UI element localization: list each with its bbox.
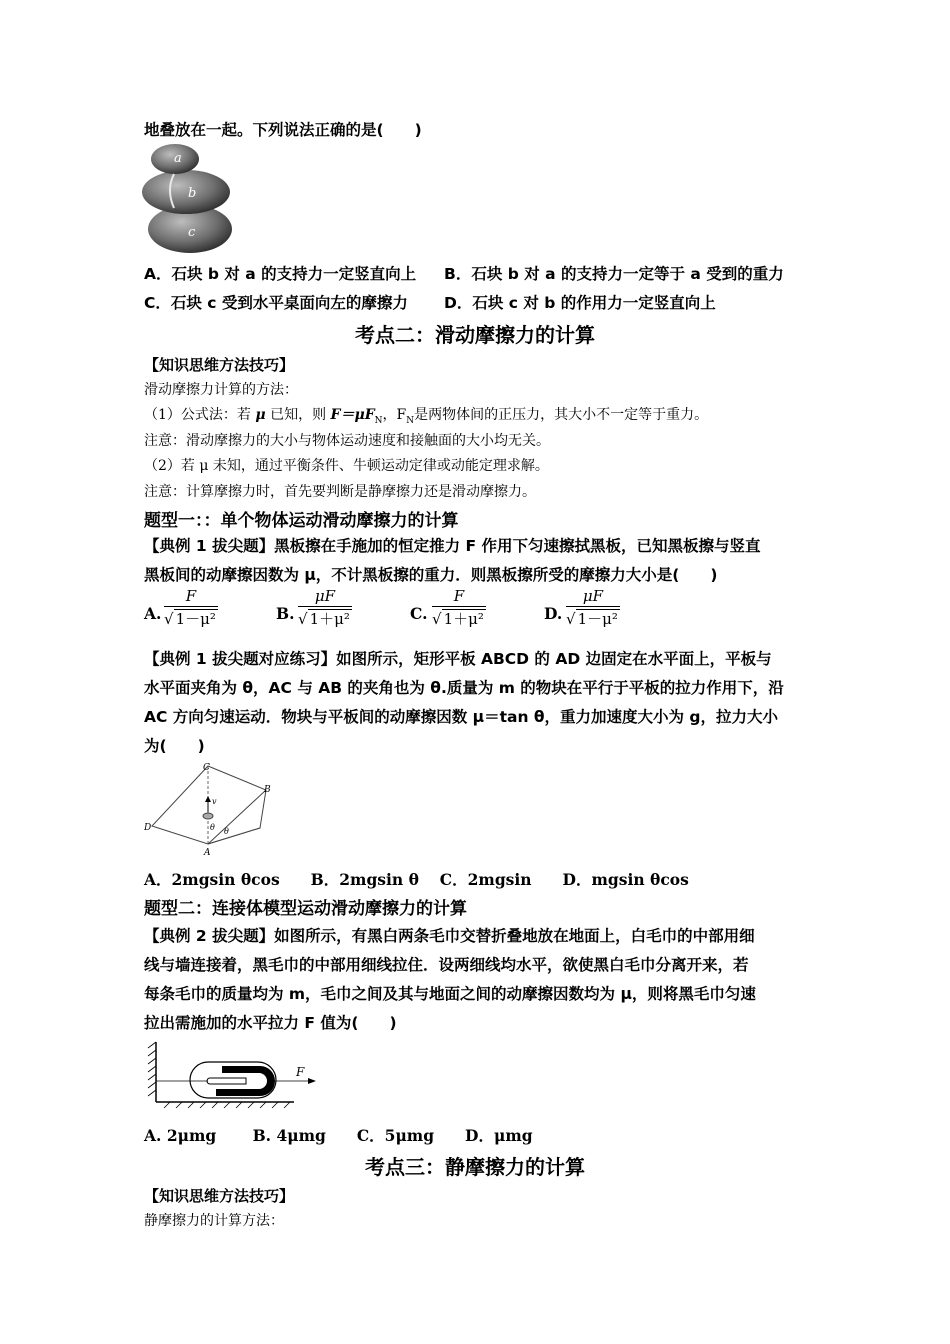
type-2-heading: 题型二：连接体模型运动滑动摩擦力的计算 xyxy=(144,899,467,919)
practice-line-3: AC 方向匀速运动．物块与平板间的动摩擦因数 μ＝tan θ，重力加速度大小为 g，拉力大小 xyxy=(144,708,779,726)
method-title: 滑动摩擦力计算的方法： xyxy=(144,382,298,398)
ex1-option-b-fraction: $\frac{\mu F}{\text{√ 1＋μ²}}$ xyxy=(298,587,350,628)
q1-option-b: B．石块 b 对 a 的支持力一定等于 a 受到的重力 xyxy=(444,265,784,283)
label-c: C xyxy=(203,763,210,773)
stone-a-label: a xyxy=(174,151,182,166)
example-1-line-1: 【典例 1 拔尖题】黑板擦在手施加的恒定推力 F 作用下匀速擦拭黑板，已知黑板擦与竖直 xyxy=(144,537,761,555)
ex1-option-a-fraction: $\frac{F}{\text{√ 1－μ²}}$ xyxy=(164,587,216,628)
practice-line-1: 【典例 1 拔尖题对应练习】如图所示，矩形平板 ABCD 的 AD 边固定在水平面上，平板与 xyxy=(144,650,772,668)
label-a: A xyxy=(204,848,211,858)
label-theta-1: θ xyxy=(210,823,215,832)
method-formula-line: （1）公式法：若 μ 已知，则 $F=\mu F_N$，$F_N$是两物体间的正压力，其大小不一定等于重力。 xyxy=(144,407,709,426)
stacked-stones-image xyxy=(140,142,240,254)
practice-line-4: 为( ) xyxy=(144,737,205,755)
example-2-options: A. 2μmg B. 4μmg C．5μmg D．μmg xyxy=(144,1126,533,1145)
example-2-line-1: 【典例 2 拔尖题】如图所示，有黑白两条毛巾交替折叠地放在地面上，白毛巾的中部用细 xyxy=(144,927,755,945)
label-theta-2: θ xyxy=(224,827,229,836)
ex1-option-a-label: A. xyxy=(144,604,162,623)
example-1-line-2: 黑板间的动摩擦因数为 μ，不计黑板擦的重力．则黑板擦所受的摩擦力大小是( ) xyxy=(144,566,718,584)
force-f-label: F xyxy=(296,1065,305,1079)
label-b: B xyxy=(264,785,271,795)
static-method-title: 静摩擦力的计算方法： xyxy=(144,1213,284,1229)
towel-diagram xyxy=(146,1040,326,1110)
ex1-option-d-label: D. xyxy=(544,604,563,623)
tips-label-2: 【知识思维方法技巧】 xyxy=(144,1187,295,1205)
section-heading-2: 考点二：滑动摩擦力的计算 xyxy=(355,323,595,347)
ex1-option-c-label: C. xyxy=(410,604,428,623)
note-1: 注意：滑动摩擦力的大小与物体运动速度和接触面的大小均无关。 xyxy=(144,433,550,449)
q1-option-c: C．石块 c 受到水平桌面向左的摩擦力 xyxy=(144,294,408,312)
label-d: D xyxy=(144,823,152,833)
ex1-option-b-label: B. xyxy=(276,604,295,623)
note-2: 注意：计算摩擦力时，首先要判断是静摩擦力还是滑动摩擦力。 xyxy=(144,484,536,500)
inclined-plate-diagram xyxy=(142,758,282,860)
method-2: （2）若 μ 未知，通过平衡条件、牛顿运动定律或动能定理求解。 xyxy=(144,458,549,474)
tips-label: 【知识思维方法技巧】 xyxy=(144,356,295,374)
type-1-heading: 题型一：：单个物体运动滑动摩擦力的计算 xyxy=(144,511,459,531)
q1-option-d: D．石块 c 对 b 的作用力一定竖直向上 xyxy=(444,294,716,312)
q1-option-a: A．石块 b 对 a 的支持力一定竖直向上 xyxy=(144,265,417,283)
practice-line-2: 水平面夹角为 θ，AC 与 AB 的夹角也为 θ.质量为 m 的物块在平行于平板的拉力作用下，沿 xyxy=(144,679,784,697)
ex1-option-d-fraction: $\frac{\mu F}{\text{√ 1－μ²}}$ xyxy=(566,587,618,628)
ex1-option-c-fraction: $\frac{F}{\text{√ 1＋μ²}}$ xyxy=(432,587,484,628)
stone-c-label: c xyxy=(188,225,196,240)
stone-b-label: b xyxy=(188,186,197,201)
example-2-line-3: 每条毛巾的质量均为 m，毛巾之间及其与地面之间的动摩擦因数均为 μ，则将黑毛巾匀速 xyxy=(144,985,756,1003)
question-intro: 地叠放在一起。下列说法正确的是( ) xyxy=(144,121,422,139)
label-v: v xyxy=(212,797,217,806)
practice-options: A．2mgsin θcos B．2mgsin θ C．2mgsin D．mgsin θcos xyxy=(144,870,689,889)
example-2-line-4: 拉出需施加的水平拉力 F 值为( ) xyxy=(144,1014,397,1032)
example-2-line-2: 线与墙连接着，黑毛巾的中部用细线拉住．设两细线均水平，欲使黑白毛巾分离开来，若 xyxy=(144,956,749,974)
section-heading-3: 考点三：静摩擦力的计算 xyxy=(365,1155,585,1179)
